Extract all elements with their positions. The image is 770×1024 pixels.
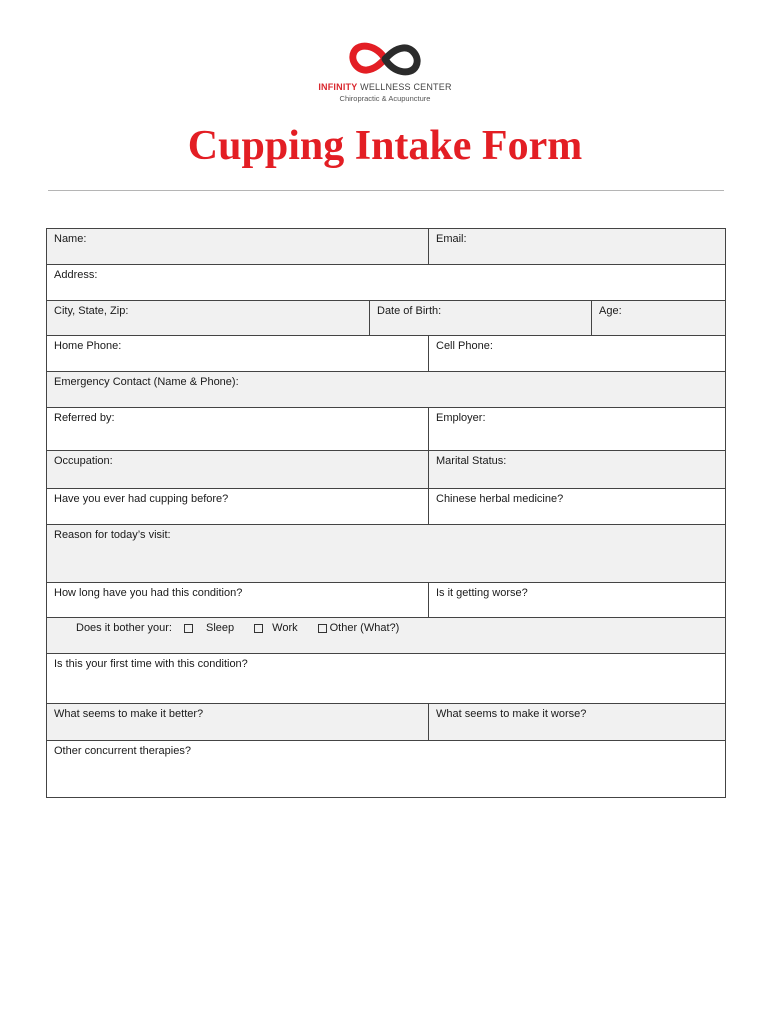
make-worse-field[interactable]: What seems to make it worse? <box>428 704 725 740</box>
bother-label: Does it bother your: <box>76 622 172 634</box>
row-name-email <box>47 229 725 264</box>
other-label: Other (What?) <box>329 622 400 634</box>
infinity-icon <box>347 38 423 80</box>
work-checkbox[interactable] <box>254 624 263 633</box>
logo <box>318 38 452 108</box>
row-cupping-herbal <box>47 488 725 524</box>
row-referred-employer <box>47 407 725 450</box>
sleep-label: Sleep <box>206 622 235 634</box>
make-better-field[interactable]: What seems to make it better? <box>54 708 204 720</box>
reason-for-visit-field[interactable]: Reason for today’s visit: <box>54 529 171 541</box>
bother-field <box>47 618 725 653</box>
date-of-birth-field[interactable]: Date of Birth: <box>369 301 591 335</box>
row-condition <box>47 582 725 617</box>
marital-status-field[interactable]: Marital Status: <box>428 451 725 488</box>
divider <box>48 190 724 191</box>
row-occupation-marital <box>47 450 725 488</box>
herbal-medicine-field[interactable]: Chinese herbal medicine? <box>428 489 725 524</box>
intake-form <box>46 228 726 798</box>
age-field[interactable]: Age: <box>591 301 725 335</box>
brand-tagline: Chiropractic & Acupuncture <box>339 94 431 103</box>
row-address <box>47 264 725 300</box>
sleep-checkbox[interactable] <box>184 624 193 633</box>
address-field[interactable]: Address: <box>54 269 98 281</box>
other-therapies-field[interactable]: Other concurrent therapies? <box>54 745 191 757</box>
cupping-before-field[interactable]: Have you ever had cupping before? <box>54 493 229 505</box>
page-title: Cupping Intake Form <box>187 123 583 169</box>
row-reason <box>47 524 725 582</box>
row-other-therapies <box>47 740 725 797</box>
work-label: Work <box>272 622 298 634</box>
how-long-field[interactable]: How long have you had this condition? <box>54 587 243 599</box>
name-field[interactable]: Name: <box>54 233 87 245</box>
first-time-field[interactable]: Is this your first time with this condition? <box>54 658 248 670</box>
row-first-time <box>47 653 725 703</box>
referred-by-field[interactable]: Referred by: <box>54 412 115 424</box>
row-phones <box>47 335 725 371</box>
row-better-worse <box>47 703 725 740</box>
other-checkbox[interactable] <box>318 624 327 633</box>
city-state-zip-field[interactable]: City, State, Zip: <box>54 305 129 317</box>
email-field[interactable]: Email: <box>428 229 725 264</box>
row-bother <box>47 617 725 653</box>
occupation-field[interactable]: Occupation: <box>54 455 113 467</box>
brand-name: INFINITY WELLNESS CENTER <box>318 82 452 92</box>
row-emergency <box>47 371 725 407</box>
emergency-contact-field[interactable]: Emergency Contact (Name & Phone): <box>54 376 239 388</box>
row-city-dob-age <box>47 300 725 335</box>
cell-phone-field[interactable]: Cell Phone: <box>428 336 725 371</box>
home-phone-field[interactable]: Home Phone: <box>54 340 122 352</box>
getting-worse-field[interactable]: Is it getting worse? <box>428 583 725 617</box>
employer-field[interactable]: Employer: <box>428 408 725 450</box>
